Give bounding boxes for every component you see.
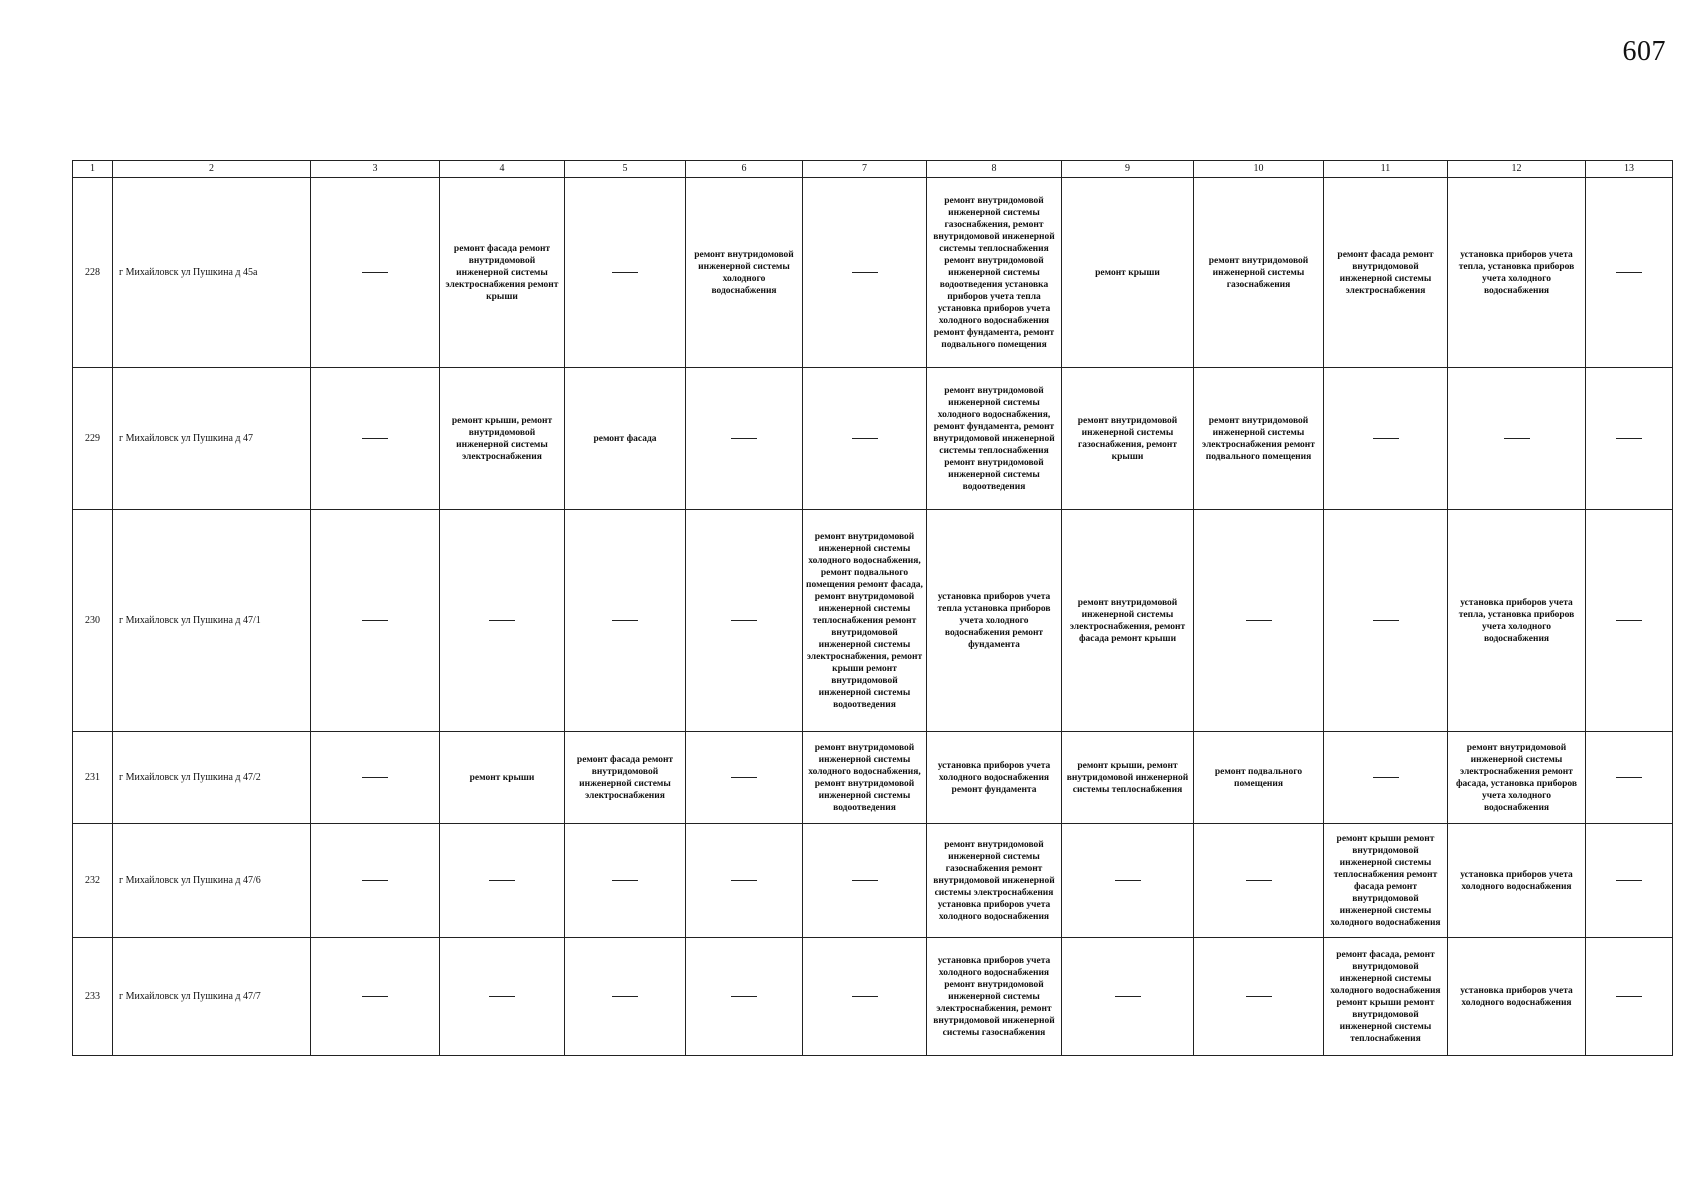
- empty-dash-cell: [565, 824, 686, 938]
- work-cell: ремонт фасада ремонт внутридомовой инженерной системы электроснабжения ремонт крыши: [440, 178, 565, 368]
- row-number: 229: [73, 368, 113, 510]
- work-cell: ремонт внутридомовой инженерной системы электроснабжения, ремонт фасада ремонт крыши: [1062, 510, 1194, 732]
- dash-mark: [731, 620, 757, 621]
- empty-dash-cell: [440, 824, 565, 938]
- column-number-10: 10: [1194, 161, 1324, 178]
- dash-mark: [731, 880, 757, 881]
- dash-mark: [1504, 438, 1530, 439]
- address-cell: г Михайловск ул Пушкина д 47/2: [113, 732, 311, 824]
- empty-dash-cell: [1062, 824, 1194, 938]
- empty-dash-cell: [803, 938, 927, 1056]
- work-cell: ремонт фасада ремонт внутридомовой инженерной системы электроснабжения: [565, 732, 686, 824]
- row-number: 228: [73, 178, 113, 368]
- column-number-11: 11: [1324, 161, 1448, 178]
- dash-mark: [1373, 620, 1399, 621]
- empty-dash-cell: [1194, 824, 1324, 938]
- column-number-6: 6: [686, 161, 803, 178]
- work-cell: ремонт фасада: [565, 368, 686, 510]
- empty-dash-cell: [686, 510, 803, 732]
- work-cell: ремонт крыши: [1062, 178, 1194, 368]
- empty-dash-cell: [803, 368, 927, 510]
- empty-dash-cell: [1324, 732, 1448, 824]
- dash-mark: [1616, 996, 1642, 997]
- address-cell: г Михайловск ул Пушкина д 47/1: [113, 510, 311, 732]
- column-number-1: 1: [73, 161, 113, 178]
- empty-dash-cell: [1324, 510, 1448, 732]
- dash-mark: [1246, 880, 1272, 881]
- column-number-5: 5: [565, 161, 686, 178]
- column-number-row: [73, 161, 1673, 178]
- table-row: [73, 368, 1673, 510]
- dash-mark: [362, 272, 388, 273]
- empty-dash-cell: [803, 178, 927, 368]
- empty-dash-cell: [311, 824, 440, 938]
- address-cell: г Михайловск ул Пушкина д 47: [113, 368, 311, 510]
- empty-dash-cell: [803, 824, 927, 938]
- empty-dash-cell: [565, 510, 686, 732]
- work-cell: установка приборов учета холодного водоснабжения ремонт внутридомовой инженерной системы электроснабжения, ремонт внутридомовой инженерной системы газоснабжения: [927, 938, 1062, 1056]
- table-row: [73, 732, 1673, 824]
- work-cell: ремонт внутридомовой инженерной системы холодного водоснабжения: [686, 178, 803, 368]
- table-row: [73, 178, 1673, 368]
- empty-dash-cell: [1586, 938, 1673, 1056]
- dash-mark: [612, 996, 638, 997]
- dash-mark: [852, 996, 878, 997]
- empty-dash-cell: [311, 178, 440, 368]
- column-number-12: 12: [1448, 161, 1586, 178]
- work-cell: установка приборов учета холодного водоснабжения ремонт фундамента: [927, 732, 1062, 824]
- dash-mark: [362, 620, 388, 621]
- empty-dash-cell: [686, 732, 803, 824]
- address-cell: г Михайловск ул Пушкина д 45а: [113, 178, 311, 368]
- dash-mark: [1616, 438, 1642, 439]
- work-cell: ремонт крыши ремонт внутридомовой инженерной системы теплоснабжения ремонт фасада ремонт внутридомовой инженерной системы холодного водоснабжения: [1324, 824, 1448, 938]
- row-number: 231: [73, 732, 113, 824]
- dash-mark: [1616, 880, 1642, 881]
- row-number: 232: [73, 824, 113, 938]
- empty-dash-cell: [1586, 178, 1673, 368]
- dash-mark: [1616, 272, 1642, 273]
- dash-mark: [612, 880, 638, 881]
- empty-dash-cell: [686, 938, 803, 1056]
- dash-mark: [1115, 996, 1141, 997]
- table-row: [73, 510, 1673, 732]
- empty-dash-cell: [686, 824, 803, 938]
- dash-mark: [1246, 620, 1272, 621]
- table-row: [73, 824, 1673, 938]
- dash-mark: [489, 996, 515, 997]
- empty-dash-cell: [1448, 368, 1586, 510]
- work-cell: установка приборов учета тепла, установка приборов учета холодного водоснабжения: [1448, 178, 1586, 368]
- empty-dash-cell: [1194, 510, 1324, 732]
- row-number: 230: [73, 510, 113, 732]
- empty-dash-cell: [1586, 732, 1673, 824]
- work-cell: ремонт фасада, ремонт внутридомовой инженерной системы холодного водоснабжения ремонт крыши ремонт внутридомовой инженерной системы теплоснабжения: [1324, 938, 1448, 1056]
- dash-mark: [731, 438, 757, 439]
- column-number-7: 7: [803, 161, 927, 178]
- dash-mark: [612, 272, 638, 273]
- page-number: 607: [1622, 36, 1666, 67]
- row-number: 233: [73, 938, 113, 1056]
- empty-dash-cell: [1062, 938, 1194, 1056]
- dash-mark: [1373, 438, 1399, 439]
- dash-mark: [362, 777, 388, 778]
- dash-mark: [1616, 777, 1642, 778]
- work-cell: установка приборов учета холодного водоснабжения: [1448, 938, 1586, 1056]
- empty-dash-cell: [311, 368, 440, 510]
- dash-mark: [731, 777, 757, 778]
- work-cell: ремонт внутридомовой инженерной системы холодного водоснабжения, ремонт подвального помещения ремонт фасада, ремонт внутридомовой инженерной системы теплоснабжения ремонт внутридомовой инженерной системы электроснабжения, ремонт крыши ремонт внутридомовой инженерной системы водоотведения: [803, 510, 927, 732]
- dash-mark: [731, 996, 757, 997]
- work-cell: установка приборов учета тепла, установка приборов учета холодного водоснабжения: [1448, 510, 1586, 732]
- column-number-9: 9: [1062, 161, 1194, 178]
- work-cell: ремонт внутридомовой инженерной системы электроснабжения ремонт фасада, установка приборов учета холодного водоснабжения: [1448, 732, 1586, 824]
- column-number-2: 2: [113, 161, 311, 178]
- dash-mark: [362, 438, 388, 439]
- empty-dash-cell: [311, 732, 440, 824]
- work-cell: ремонт внутридомовой инженерной системы холодного водоснабжения, ремонт внутридомовой инженерной системы водоотведения: [803, 732, 927, 824]
- table-row: [73, 938, 1673, 1056]
- dash-mark: [852, 880, 878, 881]
- work-cell: ремонт внутридомовой инженерной системы газоснабжения ремонт внутридомовой инженерной системы электроснабжения установка приборов учета холодного водоснабжения: [927, 824, 1062, 938]
- dash-mark: [1115, 880, 1141, 881]
- empty-dash-cell: [565, 938, 686, 1056]
- empty-dash-cell: [1586, 368, 1673, 510]
- dash-mark: [489, 620, 515, 621]
- dash-mark: [852, 272, 878, 273]
- work-cell: ремонт внутридомовой инженерной системы холодного водоснабжения, ремонт фундамента, ремонт внутридомовой инженерной системы теплоснабжения ремонт внутридомовой инженерной системы водоотведения: [927, 368, 1062, 510]
- column-number-8: 8: [927, 161, 1062, 178]
- work-cell: ремонт внутридомовой инженерной системы газоснабжения, ремонт крыши: [1062, 368, 1194, 510]
- work-cell: ремонт крыши: [440, 732, 565, 824]
- work-cell: ремонт крыши, ремонт внутридомовой инженерной системы теплоснабжения: [1062, 732, 1194, 824]
- work-cell: ремонт крыши, ремонт внутридомовой инженерной системы электроснабжения: [440, 368, 565, 510]
- work-cell: ремонт внутридомовой инженерной системы газоснабжения: [1194, 178, 1324, 368]
- empty-dash-cell: [311, 510, 440, 732]
- empty-dash-cell: [1194, 938, 1324, 1056]
- address-cell: г Михайловск ул Пушкина д 47/6: [113, 824, 311, 938]
- empty-dash-cell: [1586, 510, 1673, 732]
- work-cell: ремонт подвального помещения: [1194, 732, 1324, 824]
- dash-mark: [1373, 777, 1399, 778]
- dash-mark: [362, 996, 388, 997]
- dash-mark: [1616, 620, 1642, 621]
- empty-dash-cell: [1586, 824, 1673, 938]
- work-cell: ремонт внутридомовой инженерной системы электроснабжения ремонт подвального помещения: [1194, 368, 1324, 510]
- dash-mark: [852, 438, 878, 439]
- dash-mark: [612, 620, 638, 621]
- dash-mark: [362, 880, 388, 881]
- empty-dash-cell: [440, 510, 565, 732]
- column-number-3: 3: [311, 161, 440, 178]
- dash-mark: [1246, 996, 1272, 997]
- column-number-13: 13: [1586, 161, 1673, 178]
- dash-mark: [489, 880, 515, 881]
- work-cell: ремонт внутридомовой инженерной системы газоснабжения, ремонт внутридомовой инженерной системы теплоснабжения ремонт внутридомовой инженерной системы водоотведения установка приборов учета тепла установка приборов учета холодного водоснабжения ремонт фундамента, ремонт подвального помещения: [927, 178, 1062, 368]
- column-number-4: 4: [440, 161, 565, 178]
- address-cell: г Михайловск ул Пушкина д 47/7: [113, 938, 311, 1056]
- empty-dash-cell: [311, 938, 440, 1056]
- empty-dash-cell: [686, 368, 803, 510]
- empty-dash-cell: [1324, 368, 1448, 510]
- work-cell: установка приборов учета тепла установка приборов учета холодного водоснабжения ремонт фундамента: [927, 510, 1062, 732]
- empty-dash-cell: [440, 938, 565, 1056]
- work-cell: установка приборов учета холодного водоснабжения: [1448, 824, 1586, 938]
- work-cell: ремонт фасада ремонт внутридомовой инженерной системы электроснабжения: [1324, 178, 1448, 368]
- empty-dash-cell: [565, 178, 686, 368]
- capital-repair-table: [72, 160, 1673, 1056]
